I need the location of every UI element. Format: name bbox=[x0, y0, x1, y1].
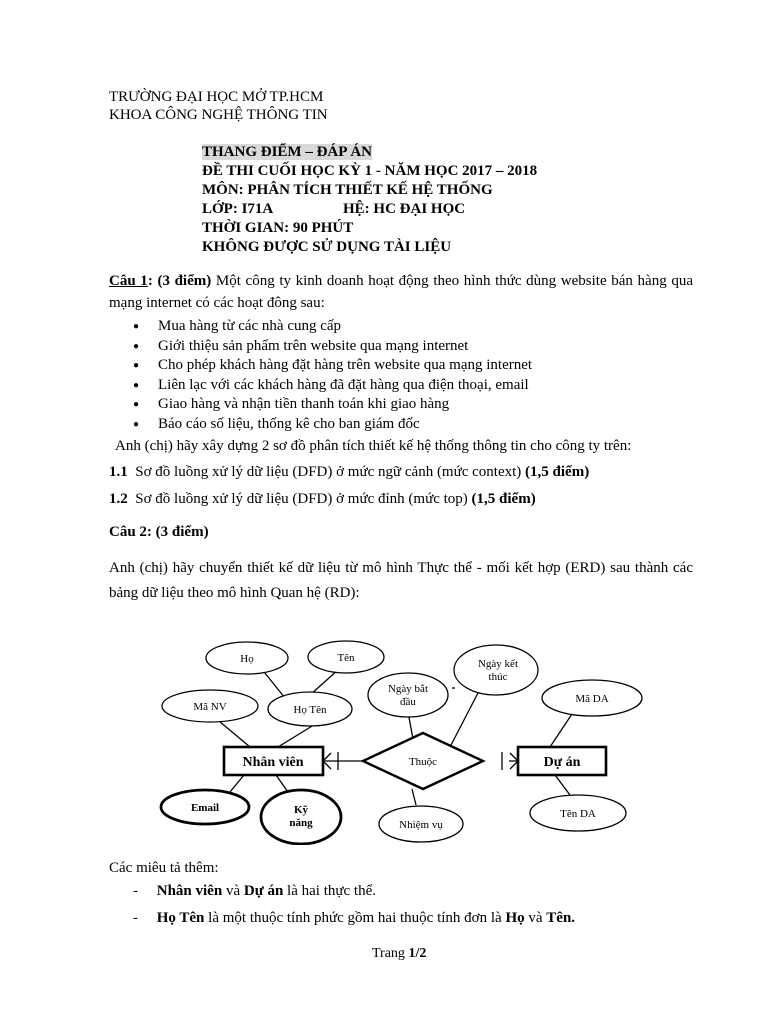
extra-item-1: - Nhân viên và Dự án là hai thực thể. bbox=[133, 883, 376, 899]
school-name: TRƯỜNG ĐẠI HỌC MỞ TP.HCM bbox=[109, 89, 324, 105]
attr-ho-ten: Họ Tên bbox=[293, 704, 327, 716]
relationship-label: Thuộc bbox=[408, 756, 438, 768]
extra-item1-end: là hai thực thể. bbox=[283, 883, 376, 899]
q1-colon: : bbox=[147, 273, 153, 289]
list-item: ● Giới thiệu sản phẩm trên website qua mạng internet bbox=[133, 337, 532, 357]
extra-item-2: - Họ Tên là một thuộc tính phức gồm hai thuộc tính đơn là Họ và Tên. bbox=[133, 910, 576, 926]
q2-label: Câu 2: (3 điểm) bbox=[109, 524, 209, 540]
page-prefix: Trang bbox=[372, 946, 409, 961]
attr-ngay-bat-dau-ellipse bbox=[368, 673, 448, 717]
doc-title-text: THANG ĐIỂM – ĐÁP ÁN bbox=[202, 144, 373, 160]
extra-heading: Các miêu tả thêm: bbox=[109, 860, 219, 876]
list-item: ● Cho phép khách hàng đặt hàng trên website qua mạng internet bbox=[133, 356, 532, 376]
extra-item2-bold3: Tên. bbox=[546, 910, 576, 926]
attr-ngay-ket-thuc-2: thúc bbox=[488, 671, 508, 683]
page-num: 1/2 bbox=[408, 946, 427, 961]
q1-label: Câu 1 bbox=[109, 273, 148, 289]
list-item: ● Liên lạc với các khách hàng đã đặt hàng qua điện thoại, email bbox=[133, 376, 532, 396]
attr-ngay-bat-dau-2: đầu bbox=[400, 696, 416, 708]
exam-line: ĐỀ THI CUỐI HỌC KỲ 1 - NĂM HỌC 2017 – 2018 bbox=[202, 163, 538, 179]
attr-ten-da: Tên DA bbox=[560, 808, 596, 820]
list-item: ● Báo cáo số liệu, thống kê cho ban giám đốc bbox=[133, 415, 532, 435]
extra-item1-bold1: Nhân viên bbox=[156, 883, 223, 899]
doc-title bbox=[202, 143, 372, 162]
class-line: LỚP: I71A bbox=[202, 201, 274, 217]
list-item: ● Giao hàng và nhận tiền thanh toán khi giao hàng bbox=[133, 395, 532, 415]
entity-project: Dự án bbox=[543, 755, 581, 770]
q1-sub1-text: Sơ đồ luồng xử lý dữ liệu (DFD) ở mức ngữ cảnh (mức context) bbox=[135, 464, 522, 480]
extra-item2-mid: là một thuộc tính phức gồm hai thuộc tính đơn là bbox=[204, 910, 506, 926]
extra-item2-bold1: Họ Tên bbox=[156, 910, 205, 926]
attr-ngay-ket-thuc-ellipse bbox=[454, 645, 538, 695]
time-line: THỜI GIAN: 90 PHÚT bbox=[202, 220, 354, 236]
attr-ma-da: Mã DA bbox=[575, 693, 609, 705]
q1-sub1-num: 1.1 bbox=[109, 464, 128, 480]
q1-intro bbox=[109, 270, 693, 314]
q1-sub2-num: 1.2 bbox=[109, 491, 128, 507]
extra-item2-and: và bbox=[524, 910, 547, 926]
entity-employee: Nhân viên bbox=[242, 755, 304, 770]
q1-sub2-text: Sơ đồ luồng xử lý dữ liệu (DFD) ở mức đỉnh (mức top) bbox=[135, 491, 468, 507]
page-number bbox=[372, 946, 426, 962]
q1-intro-text: Một công ty kinh doanh hoạt động theo hình thức dùng website bán hàng qua mạng internet có các hoạt đông sau: bbox=[109, 273, 693, 311]
attr-nhiem-vu: Nhiệm vụ bbox=[399, 819, 443, 831]
q1-sub1-points: (1,5 điểm) bbox=[525, 464, 590, 480]
attr-ky-nang-2: năng bbox=[289, 817, 313, 829]
subject-line: MÔN: PHÂN TÍCH THIẾT KẾ HỆ THỐNG bbox=[202, 182, 493, 198]
system-line: HỆ: HC ĐẠI HỌC bbox=[343, 201, 466, 217]
q1-task: Anh (chị) hãy xây dựng 2 sơ đồ phân tích thiết kế hệ thống thông tin cho công ty trên: bbox=[115, 438, 632, 454]
activity-list bbox=[133, 317, 532, 435]
list-item: ● Mua hàng từ các nhà cung cấp bbox=[133, 317, 532, 337]
extra-item1-mid: và bbox=[222, 883, 244, 899]
q1-points: (3 điểm) bbox=[157, 273, 212, 289]
erd-diagram bbox=[150, 630, 650, 845]
attr-ten: Tên bbox=[337, 652, 355, 664]
attr-ky-nang-1: Kỹ bbox=[293, 804, 309, 816]
q1-sub2 bbox=[109, 491, 536, 508]
attr-ngay-ket-thuc-1: Ngày kết bbox=[477, 658, 519, 670]
note-line: KHÔNG ĐƯỢC SỬ DỤNG TÀI LIỆU bbox=[202, 239, 452, 255]
q1-sub1 bbox=[109, 464, 589, 481]
q1-sub2-points: (1,5 điểm) bbox=[471, 491, 536, 507]
extra-item2-bold2: Họ bbox=[505, 910, 525, 926]
attr-email: Email bbox=[190, 802, 220, 814]
attr-ho: Họ bbox=[240, 653, 254, 665]
q2-text: Anh (chị) hãy chuyển thiết kế dữ liệu từ mô hình Thực thể - mối kết hợp (ERD) sau thành các bảng dữ liệu theo mô hình Quan hệ (RD): bbox=[109, 560, 693, 601]
extra-item1-bold2: Dự án bbox=[243, 883, 284, 899]
attr-ngay-bat-dau-1: Ngày bắt bbox=[387, 683, 429, 695]
faculty-name: KHOA CÔNG NGHỆ THÔNG TIN bbox=[109, 107, 328, 123]
attr-ma-nv: Mã NV bbox=[193, 701, 227, 713]
